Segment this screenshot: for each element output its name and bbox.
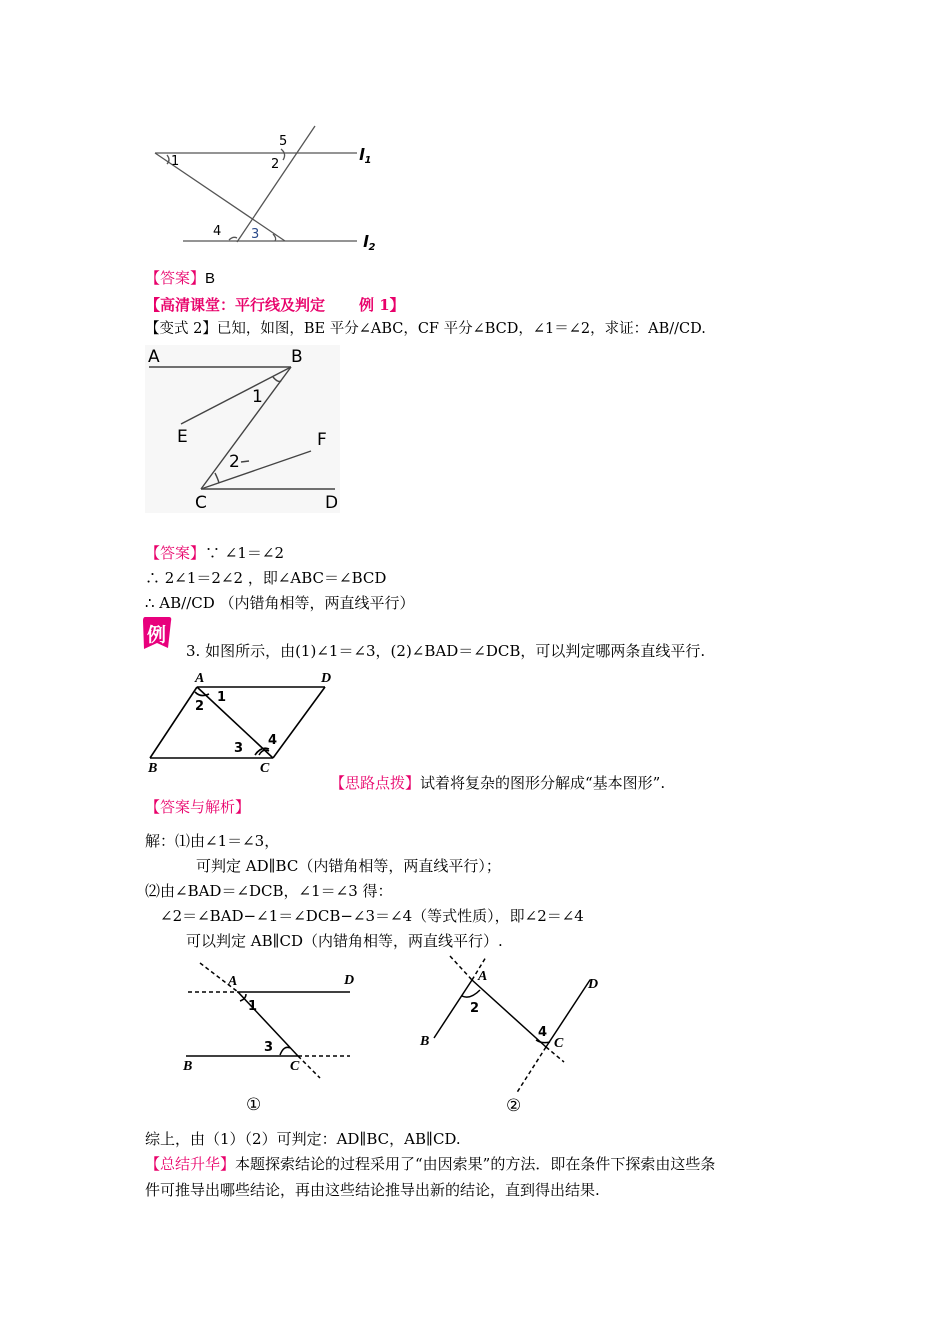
problem-3: 3. 如图所示，由(1)∠1＝∠3，(2)∠BAD＝∠DCB，可以判定哪两条直线平行. bbox=[186, 642, 706, 660]
solution-line-3: ⑵由∠BAD＝∠DCB，∠1＝∠3 得： bbox=[145, 882, 393, 900]
solution-line-5: 可以判定 AB∥CD（内错角相等，两直线平行）. bbox=[186, 932, 503, 950]
fig2-point-A: A bbox=[148, 347, 160, 367]
fig4a-angle-1: 1 bbox=[248, 999, 258, 1014]
section-title bbox=[145, 295, 405, 315]
fig3-angle-1: 1 bbox=[217, 690, 227, 705]
fig4b-point-C: C bbox=[554, 1036, 564, 1051]
fig2-angle-2: 2 bbox=[229, 452, 240, 472]
fig4a-point-B: B bbox=[183, 1059, 193, 1074]
fig3-angle-3: 3 bbox=[234, 741, 244, 756]
fig4b-point-B: B bbox=[420, 1034, 430, 1049]
fig4a-point-C: C bbox=[290, 1059, 300, 1074]
fig4a-caption: ① bbox=[246, 1095, 262, 1115]
answer-2-line3: ∴ AB//CD （内错角相等，两直线平行） bbox=[145, 594, 415, 612]
fig2-point-F: F bbox=[317, 430, 327, 450]
solution-line-1: 解：⑴由∠1＝∠3， bbox=[145, 832, 280, 850]
fig1-line-l1: l1 bbox=[359, 145, 372, 166]
fig1-label-3: 3 bbox=[251, 227, 260, 242]
fig1-line-l2: l2 bbox=[363, 232, 376, 253]
fig2-point-E: E bbox=[177, 427, 188, 447]
fig3-angle-4: 4 bbox=[268, 733, 278, 748]
hint-text: 试着将复杂的图形分解成“基本图形”. bbox=[420, 774, 666, 792]
answer-value: B bbox=[205, 270, 216, 287]
figure-4a-ad-bc bbox=[178, 955, 378, 1115]
fig4a-point-A: A bbox=[228, 974, 238, 989]
variant-text: 已知，如图，BE 平分∠ABC，CF 平分∠BCD，∠1＝∠2，求证：AB//CD. bbox=[216, 321, 706, 337]
solution-line-2: 可判定 AD∥BC（内错角相等，两直线平行）； bbox=[196, 857, 501, 875]
example-badge bbox=[140, 614, 174, 652]
fig1-label-2: 2 bbox=[271, 157, 280, 172]
analysis-tag: 【答案与解析】 bbox=[145, 798, 251, 816]
fig3-point-C: C bbox=[260, 761, 270, 776]
section-title-text: 【高清课堂：平行线及判定 bbox=[145, 296, 326, 314]
answer-2-line2: ∴ 2∠1＝2∠2 ，即∠ABC＝∠BCD bbox=[145, 569, 387, 587]
fig3-point-D: D bbox=[321, 671, 332, 686]
answer-2-text1: ∵ ∠1＝∠2 bbox=[205, 544, 285, 562]
section-example: 例 1】 bbox=[359, 296, 405, 314]
answer-2-tag: 【答案】 bbox=[145, 544, 206, 562]
hint bbox=[330, 773, 665, 793]
fig3-point-B: B bbox=[148, 761, 158, 776]
fig2-point-B: B bbox=[291, 347, 303, 367]
figure-2-z-shape bbox=[145, 345, 345, 515]
answer-2-line1 bbox=[145, 543, 284, 563]
fig4b-angle-4: 4 bbox=[538, 1025, 548, 1040]
fig3-point-A: A bbox=[195, 671, 205, 686]
variant-2-question bbox=[145, 319, 706, 339]
variant-tag: 【变式 2】 bbox=[145, 321, 217, 337]
fig2-point-C: C bbox=[195, 493, 207, 513]
figure-1-parallel-lines bbox=[145, 122, 385, 252]
answer-tag: 【答案】 bbox=[145, 269, 206, 287]
fig4a-point-D: D bbox=[344, 973, 355, 988]
figure-3-parallelogram bbox=[145, 668, 345, 778]
fig4b-point-D: D bbox=[588, 977, 599, 992]
example-badge-text: 例 bbox=[147, 624, 167, 646]
fig4b-angle-2: 2 bbox=[470, 1001, 480, 1016]
summary-line-1 bbox=[145, 1154, 715, 1174]
fig4b-point-A: A bbox=[478, 969, 488, 984]
figure-4b-ab-cd bbox=[412, 952, 632, 1122]
answer-1 bbox=[145, 268, 215, 289]
solution-line-4: ∠2＝∠BAD−∠1＝∠DCB−∠3＝∠4（等式性质），即∠2＝∠4 bbox=[160, 907, 584, 925]
summary-tag: 【总结升华】 bbox=[145, 1155, 236, 1173]
summary-line-2: 件可推导出哪些结论，再由这些结论推导出新的结论，直到得出结果. bbox=[145, 1181, 600, 1199]
fig1-label-1: 1 bbox=[171, 154, 180, 169]
fig2-angle-1: 1 bbox=[252, 387, 263, 407]
fig1-label-4: 4 bbox=[213, 224, 222, 239]
fig1-label-5: 5 bbox=[279, 134, 288, 149]
fig4a-angle-3: 3 bbox=[264, 1040, 274, 1055]
fig2-point-D: D bbox=[325, 493, 339, 513]
hint-tag: 【思路点拨】 bbox=[330, 774, 421, 792]
summary-text-1: 本题探索结论的过程采用了“由因索果”的方法．即在条件下探索由这些条 bbox=[235, 1155, 716, 1173]
fig4b-caption: ② bbox=[506, 1096, 522, 1116]
conclusion: 综上，由（1）（2）可判定：AD∥BC，AB∥CD. bbox=[145, 1130, 461, 1148]
fig3-angle-2: 2 bbox=[195, 699, 205, 714]
